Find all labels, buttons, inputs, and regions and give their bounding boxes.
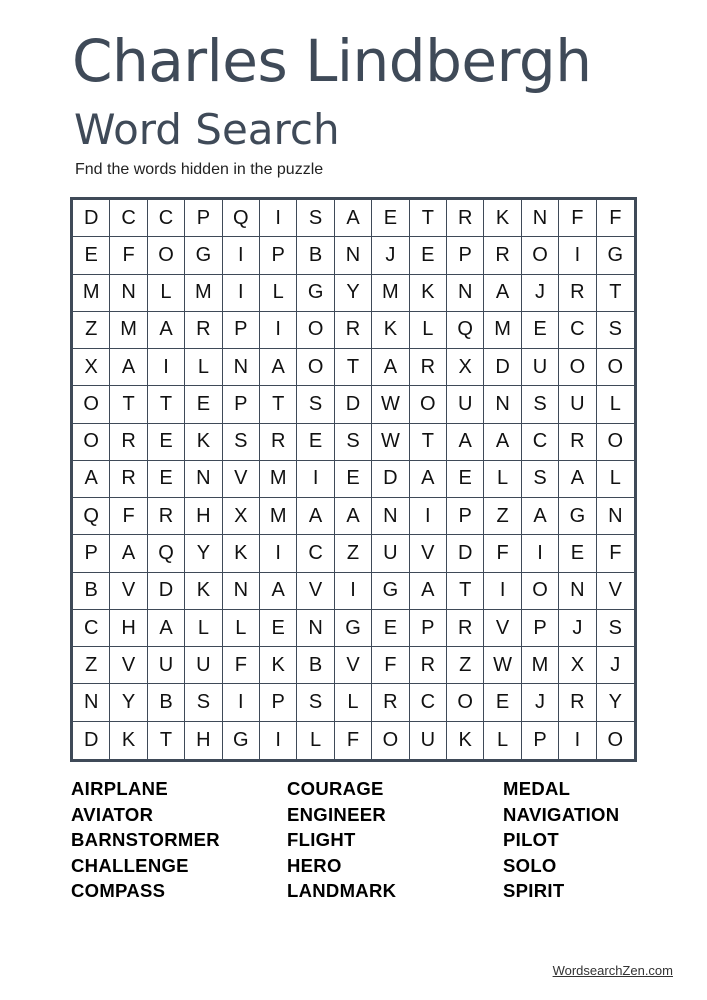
grid-cell[interactable]: A [148,312,185,349]
grid-cell[interactable]: F [110,498,147,535]
grid-cell[interactable]: M [522,647,559,684]
grid-cell[interactable]: O [522,573,559,610]
grid-cell[interactable]: E [73,237,110,274]
grid-cell[interactable]: I [260,722,297,759]
grid-cell[interactable]: J [372,237,409,274]
grid-cell[interactable]: I [297,461,334,498]
grid-cell[interactable]: O [148,237,185,274]
word-list-item: HERO [287,854,342,876]
grid-cell[interactable]: Q [73,498,110,535]
grid-cell[interactable]: L [297,722,334,759]
grid-cell[interactable]: V [410,535,447,572]
grid-cell[interactable]: M [185,275,222,312]
grid-cell[interactable]: I [260,535,297,572]
grid-cell[interactable]: R [110,424,147,461]
grid-cell[interactable]: T [597,275,634,312]
grid-cell[interactable]: H [110,610,147,647]
grid-cell[interactable]: B [297,647,334,684]
grid-cell[interactable]: I [335,573,372,610]
grid-cell[interactable]: R [110,461,147,498]
grid-cell[interactable]: W [484,647,521,684]
grid-cell[interactable]: N [447,275,484,312]
grid-cell[interactable]: G [597,237,634,274]
grid-cell[interactable]: C [110,200,147,237]
grid-cell[interactable]: O [73,386,110,423]
grid-cell[interactable]: P [447,498,484,535]
grid-cell[interactable]: U [185,647,222,684]
grid-cell[interactable]: A [522,498,559,535]
grid-cell[interactable]: S [297,200,334,237]
word-list-item: ENGINEER [287,803,387,825]
grid-cell[interactable]: N [110,275,147,312]
grid-cell[interactable]: Y [597,684,634,721]
grid-cell[interactable]: A [110,535,147,572]
grid-cell[interactable]: C [297,535,334,572]
grid-cell[interactable]: F [335,722,372,759]
grid-cell[interactable]: X [447,349,484,386]
grid-cell[interactable]: A [335,498,372,535]
grid-cell[interactable]: I [522,535,559,572]
grid-cell[interactable]: A [410,573,447,610]
grid-cell[interactable]: D [73,200,110,237]
grid-cell[interactable]: A [297,498,334,535]
grid-cell[interactable]: R [148,498,185,535]
grid-cell[interactable]: C [410,684,447,721]
grid-cell[interactable]: P [223,312,260,349]
grid-cell[interactable]: O [597,349,634,386]
grid-cell[interactable]: C [148,200,185,237]
grid-cell[interactable]: P [410,610,447,647]
grid-cell[interactable]: L [484,461,521,498]
grid-cell[interactable]: R [559,424,596,461]
grid-cell[interactable]: K [410,275,447,312]
grid-cell[interactable]: V [597,573,634,610]
grid-cell[interactable]: E [410,237,447,274]
grid-cell[interactable]: E [185,386,222,423]
grid-cell[interactable]: F [372,647,409,684]
grid-cell[interactable]: Y [110,684,147,721]
grid-cell[interactable]: F [597,200,634,237]
grid-cell[interactable]: E [148,424,185,461]
grid-cell[interactable]: Y [335,275,372,312]
grid-cell[interactable]: U [559,386,596,423]
grid-cell[interactable]: L [597,386,634,423]
grid-cell[interactable]: M [260,498,297,535]
grid-cell[interactable]: A [260,349,297,386]
grid-cell[interactable]: F [484,535,521,572]
grid-cell[interactable]: K [223,535,260,572]
grid-cell[interactable]: T [148,722,185,759]
grid-cell[interactable]: V [110,573,147,610]
grid-cell[interactable]: V [223,461,260,498]
grid-cell[interactable]: I [148,349,185,386]
grid-cell[interactable]: R [372,684,409,721]
grid-cell[interactable]: L [484,722,521,759]
grid-cell[interactable]: G [185,237,222,274]
grid-cell[interactable]: H [185,722,222,759]
grid-cell[interactable]: N [73,684,110,721]
grid-cell[interactable]: D [447,535,484,572]
grid-cell[interactable]: Y [185,535,222,572]
grid-cell[interactable]: F [223,647,260,684]
grid-cell[interactable]: I [223,237,260,274]
grid-cell[interactable]: S [522,461,559,498]
grid-cell[interactable]: T [335,349,372,386]
grid-cell[interactable]: U [522,349,559,386]
grid-cell[interactable]: N [522,200,559,237]
grid-cell[interactable]: M [110,312,147,349]
grid-cell[interactable]: O [522,237,559,274]
grid-cell[interactable]: E [148,461,185,498]
grid-cell[interactable]: N [223,573,260,610]
word-list-item: AVIATOR [71,803,154,825]
word-list-item: SPIRIT [503,880,565,902]
grid-cell[interactable]: P [223,386,260,423]
grid-cell[interactable]: R [484,237,521,274]
puzzle-grid-frame [70,197,637,762]
grid-cell[interactable]: G [297,275,334,312]
grid-cell[interactable]: H [185,498,222,535]
grid-cell[interactable]: B [297,237,334,274]
grid-cell[interactable]: N [484,386,521,423]
page-subtitle: Word Search [74,105,340,154]
grid-cell[interactable]: S [185,684,222,721]
grid-cell[interactable]: N [335,237,372,274]
grid-cell[interactable]: V [297,573,334,610]
grid-cell[interactable]: I [559,722,596,759]
grid-cell[interactable]: D [372,461,409,498]
grid-cell[interactable]: I [484,573,521,610]
grid-cell[interactable]: R [185,312,222,349]
grid-cell[interactable]: L [260,275,297,312]
grid-cell[interactable]: L [185,349,222,386]
grid-cell[interactable]: O [297,349,334,386]
grid-cell[interactable]: Z [73,312,110,349]
grid-cell[interactable]: Q [447,312,484,349]
grid-cell[interactable]: G [372,573,409,610]
grid-cell[interactable]: P [447,237,484,274]
word-list-item: COURAGE [287,778,384,799]
word-list-item: PILOT [503,829,559,851]
grid-cell[interactable]: A [559,461,596,498]
grid-cell[interactable]: A [335,200,372,237]
grid-cell[interactable]: I [223,684,260,721]
grid-cell[interactable]: O [410,386,447,423]
grid-cell[interactable]: J [522,684,559,721]
grid-cell[interactable]: R [335,312,372,349]
grid-cell[interactable]: V [484,610,521,647]
grid-cell[interactable]: V [335,647,372,684]
grid-cell[interactable]: F [597,535,634,572]
footer-link[interactable]: WordsearchZen.com [552,963,673,978]
grid-cell[interactable]: E [297,424,334,461]
grid-cell[interactable]: A [372,349,409,386]
grid-cell[interactable]: C [559,312,596,349]
grid-cell[interactable]: K [447,722,484,759]
grid-cell[interactable]: E [447,461,484,498]
word-list-item: SOLO [503,854,557,876]
word-list-item: BARNSTORMER [71,829,220,851]
grid-cell[interactable]: E [335,461,372,498]
grid-cell[interactable]: P [522,722,559,759]
grid-cell[interactable]: O [297,312,334,349]
grid-cell[interactable]: S [297,684,334,721]
word-list-item: NAVIGATION [503,803,620,825]
grid-cell[interactable]: M [73,275,110,312]
grid-cell[interactable]: G [335,610,372,647]
grid-cell[interactable]: T [410,424,447,461]
grid-cell[interactable]: X [223,498,260,535]
grid-cell[interactable]: X [73,349,110,386]
grid-cell[interactable]: F [559,200,596,237]
grid-cell[interactable]: K [260,647,297,684]
grid-cell[interactable]: Z [447,647,484,684]
grid-cell[interactable]: E [522,312,559,349]
grid-cell[interactable]: S [597,312,634,349]
grid-cell[interactable]: D [484,349,521,386]
grid-cell[interactable]: N [597,498,634,535]
grid-cell[interactable]: I [223,275,260,312]
grid-cell[interactable]: O [607,728,624,751]
grid-cell[interactable]: W [372,424,409,461]
grid-cell[interactable]: P [260,237,297,274]
word-list-item: FLIGHT [287,829,356,851]
grid-cell[interactable]: Q [148,535,185,572]
grid-cell[interactable]: I [410,498,447,535]
grid-cell[interactable]: T [110,386,147,423]
grid-cell[interactable]: I [260,200,297,237]
grid-cell[interactable]: V [110,647,147,684]
grid-cell[interactable]: U [372,535,409,572]
grid-cell[interactable]: K [185,573,222,610]
grid-cell[interactable]: N [372,498,409,535]
grid-cell[interactable]: D [335,386,372,423]
grid-cell[interactable]: T [447,573,484,610]
grid-cell[interactable]: L [223,610,260,647]
grid-cell[interactable]: S [223,424,260,461]
grid-cell[interactable]: O [447,684,484,721]
grid-cell[interactable]: N [223,349,260,386]
grid-cell[interactable]: U [447,386,484,423]
grid-cell[interactable]: S [522,386,559,423]
grid-cell[interactable]: K [372,312,409,349]
grid-cell[interactable]: O [597,424,634,461]
grid-cell[interactable]: T [260,386,297,423]
grid-cell[interactable]: R [447,610,484,647]
grid-cell[interactable]: U [410,722,447,759]
grid-cell[interactable]: P [185,200,222,237]
grid-cell[interactable]: M [260,461,297,498]
grid-cell[interactable]: M [372,275,409,312]
grid-cell[interactable]: A [410,461,447,498]
grid-cell[interactable]: Z [73,647,110,684]
grid-cell[interactable]: L [410,312,447,349]
grid-cell[interactable]: O [372,722,409,759]
grid-cell[interactable]: T [148,386,185,423]
grid-cell[interactable]: D [148,573,185,610]
grid-cell[interactable]: A [260,573,297,610]
grid-cell[interactable]: B [73,573,110,610]
grid-cell[interactable]: G [559,498,596,535]
grid-cell[interactable]: G [223,722,260,759]
grid-cell[interactable]: P [522,610,559,647]
grid-cell[interactable]: E [372,610,409,647]
grid-cell[interactable]: T [410,200,447,237]
grid-cell[interactable]: L [597,461,634,498]
grid-cell[interactable]: O [73,424,110,461]
grid-cell[interactable]: A [110,349,147,386]
grid-cell[interactable]: J [559,610,596,647]
grid-cell[interactable]: K [185,424,222,461]
grid-cell[interactable]: F [110,237,147,274]
word-list-item: LANDMARK [287,880,397,902]
grid-cell[interactable]: R [260,424,297,461]
grid-cell[interactable]: L [148,275,185,312]
grid-cell[interactable]: L [335,684,372,721]
grid-cell[interactable]: A [484,275,521,312]
grid-cell[interactable]: I [559,237,596,274]
grid-cell[interactable]: R [410,349,447,386]
grid-cell[interactable]: N [297,610,334,647]
grid-cell[interactable]: N [185,461,222,498]
grid-cell[interactable]: A [148,610,185,647]
grid-cell[interactable]: U [148,647,185,684]
grid-cell[interactable]: E [260,610,297,647]
word-list-item: COMPASS [71,880,166,902]
grid-cell[interactable]: W [372,386,409,423]
grid-cell[interactable]: P [260,684,297,721]
grid-cell[interactable]: J [597,647,634,684]
grid-cell[interactable]: L [185,610,222,647]
word-list [71,776,651,904]
grid-cell[interactable]: D [73,722,110,759]
grid-cell[interactable]: B [148,684,185,721]
grid-cell[interactable]: A [73,461,110,498]
grid-cell[interactable]: S [335,424,372,461]
grid-cell[interactable]: E [559,535,596,572]
puzzle-grid [73,200,634,759]
grid-cell[interactable]: A [447,424,484,461]
grid-cell[interactable]: C [522,424,559,461]
grid-cell[interactable]: E [372,200,409,237]
grid-cell[interactable]: K [110,722,147,759]
word-list-item: AIRPLANE [71,778,168,799]
grid-cell[interactable]: R [410,647,447,684]
instructions-text: Fnd the words hidden in the puzzle [75,161,324,178]
grid-cell[interactable]: R [559,684,596,721]
grid-cell[interactable]: I [260,312,297,349]
page-title: Charles Lindbergh [72,27,592,95]
word-list-item: MEDAL [503,778,571,799]
grid-cell[interactable]: P [73,535,110,572]
grid-cell[interactable]: S [297,386,334,423]
word-list-item: CHALLENGE [71,854,189,876]
grid-cell[interactable]: O [559,349,596,386]
grid-cell[interactable]: A [484,424,521,461]
grid-cell[interactable]: M [484,312,521,349]
grid-cell[interactable]: E [484,684,521,721]
grid-cell[interactable]: R [447,200,484,237]
grid-cell[interactable]: Q [223,200,260,237]
grid-cell[interactable]: R [559,275,596,312]
grid-cell[interactable]: K [484,200,521,237]
grid-cell[interactable]: Z [335,535,372,572]
grid-cell[interactable]: C [73,610,110,647]
grid-cell[interactable]: N [559,573,596,610]
grid-cell[interactable]: X [559,647,596,684]
grid-cell[interactable]: S [597,610,634,647]
grid-cell[interactable]: Z [484,498,521,535]
grid-cell[interactable]: J [522,275,559,312]
